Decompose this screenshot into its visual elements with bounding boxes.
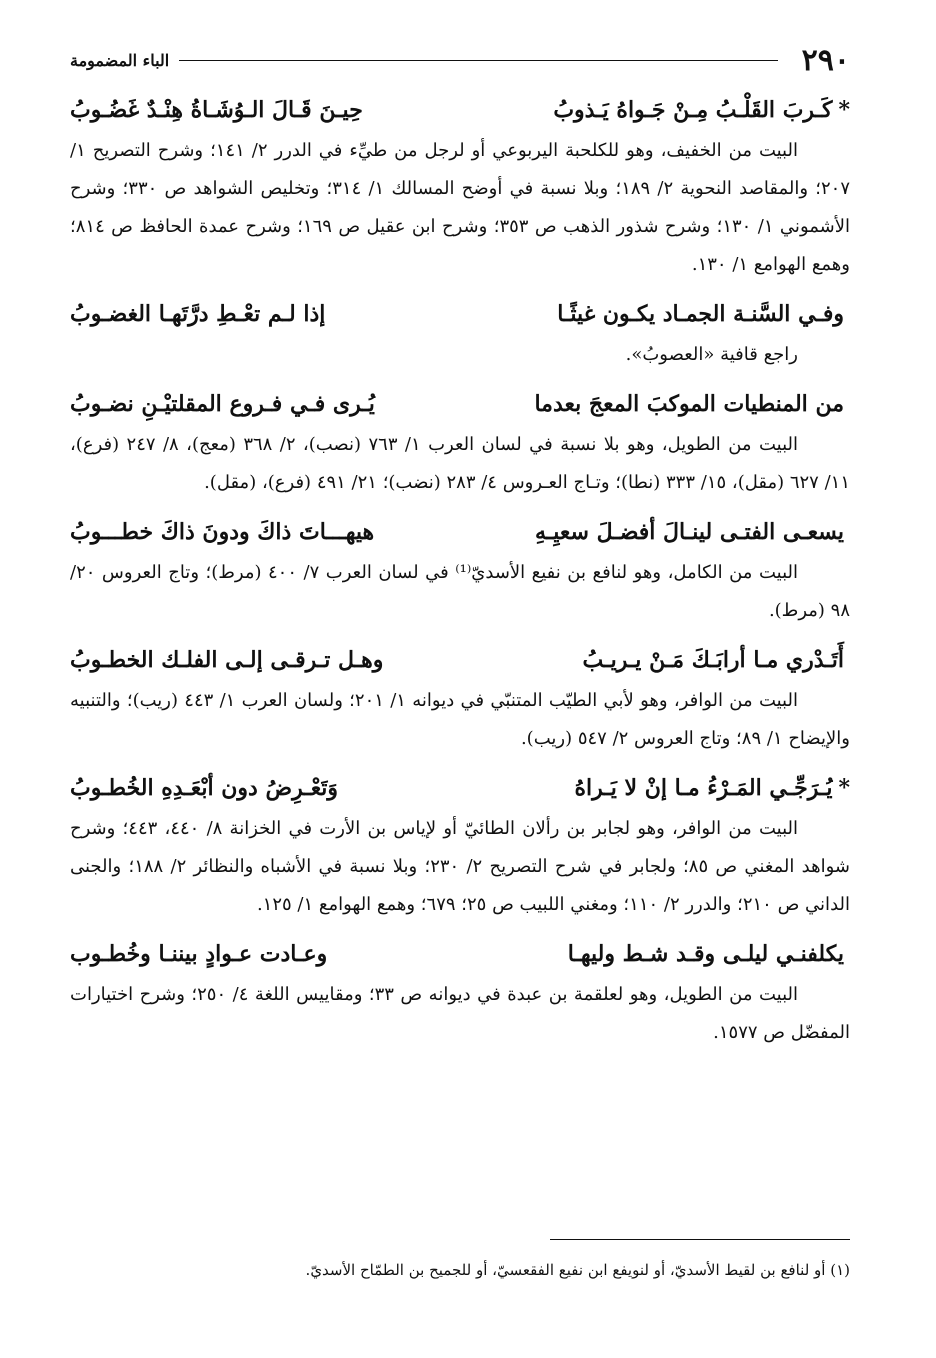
verse-line bbox=[70, 88, 850, 132]
verse-entry bbox=[70, 88, 850, 284]
page-number: ٢٩٠ bbox=[801, 42, 850, 78]
verse-commentary: البيت من الوافر، وهو لأبي الطيّب المتنبّي في ديوانه ١/ ٢٠١؛ ولسان العرب ١/ ٤٤٣ (ريب)؛ والتنبيه والإيضاح ١/ ٨٩؛ وتاج العروس ٢/ ٥٤٧ (ريب). bbox=[70, 690, 850, 749]
verse-line bbox=[70, 292, 850, 336]
verse-line bbox=[70, 932, 850, 976]
verse-second-hemistich: حِيـنَ قَـالَ الـوُشَـاةُ هِنْـدٌ غَضُـوبُ bbox=[70, 97, 363, 123]
verse-second-hemistich: يُـرى فـي فـروع المقلتيْـنِ نضـوبُ bbox=[70, 391, 375, 417]
footnote-rule bbox=[550, 1239, 850, 1240]
verse-first-hemistich: يُـرَجِّـي المَـرْءُ مـا إنْ لا يَـراهُ bbox=[574, 775, 833, 801]
verse-commentary: راجع قافية «العصوبُ». bbox=[625, 344, 798, 365]
verse-commentary: البيت من الطويل، وهو لعلقمة بن عبدة في ديوانه ص ٣٣؛ ومقاييس اللغة ٤/ ٢٥٠؛ وشرح اختيارات المفضّل ص ١٥٧٧. bbox=[70, 984, 850, 1043]
verse-line bbox=[70, 766, 850, 810]
verse-second-hemistich: وَتَعْـرِضُ دون أبْعَـدِهِ الخُطـوبُ bbox=[70, 775, 339, 801]
running-title: الباء المضمومة bbox=[70, 50, 170, 70]
verse-line bbox=[70, 382, 850, 426]
page-header bbox=[70, 40, 850, 80]
verse-second-hemistich: هيهـــاتَ ذاكَ ودونَ ذاكَ خطـــوبُ bbox=[70, 519, 375, 545]
verse-first-hemistich: أَتَـدْري مـا أرابَـكَ مَـنْ يـريـبُ bbox=[582, 647, 844, 673]
verse-commentary: البيت من الخفيف، وهو للكلحبة اليربوعي أو لرجل من طيِّء في الدرر ٢/ ١٤١؛ وشرح التصريح ١/ ٢٠٧؛ والمقاصد النحوية ٢/ ١٨٩؛ وبلا نسبة في أوضح المسالك ١/ ٣١٤؛ وتخليص الشواهد ص ٣٣٠؛ وشرح الأشموني ١/ ١٣٠؛ وشرح شذور الذهب ص ٣٥٣؛ وشرح ابن عقيل ص ١٦٩؛ وشرح عمدة الحافظ ص ٨١٤؛ وهمع الهوامع ١/ ١٣٠. bbox=[70, 140, 850, 275]
verse-second-hemistich: إذا لـم تعْـطِ درَّتَهـا الغضـوبُ bbox=[70, 301, 326, 327]
verse-first-hemistich: يكلفنـي ليلـى وقـد شـط وليهـا bbox=[567, 941, 844, 967]
verse-commentary: البيت من الطويل، وهو بلا نسبة في لسان العرب ١/ ٧٦٣ (نصب)، ٢/ ٣٦٨ (معج)، ٨/ ٢٤٧ (فرع)، ١١/ ٦٢٧ (مقل)، ١٥/ ٣٣٣ (نطا)؛ وتـاج العـروس ٤/ ٢٨٣ (نضب)؛ ٢١/ ٤٩١ (فرع)، (مقل). bbox=[70, 434, 850, 493]
verse-commentary: البيت من الكامل، وهو لنافع بن نفيع الأسديّ⁽¹⁾ في لسان العرب ٧/ ٤٠٠ (مرط)؛ وتاج العروس ٢٠/ ٩٨ (مرط). bbox=[70, 562, 850, 621]
verse-first-hemistich: يسعـى الفتـى لينـالَ أفضـلَ سعيِـهِ bbox=[535, 519, 844, 545]
verse-entry bbox=[70, 766, 850, 924]
verse-entry bbox=[70, 292, 850, 374]
verse-commentary: البيت من الوافر، وهو لجابر بن رألان الطائيّ أو لإياس بن الأرت في الخزانة ٨/ ٤٤٠، ٤٤٣؛ وشرح شواهد المغني ص ٨٥؛ ولجابر في شرح التصريح ٢/ ٢٣٠؛ وبلا نسبة في الأشباه والنظائر ٢/ ١٨٨؛ والجنى الداني ص ٢١٠؛ والدرر ٢/ ١١٠؛ ومغني اللبيب ص ٢٥؛ ٦٧٩؛ وهمع الهوامع ١/ ١٢٥. bbox=[70, 818, 850, 915]
footnote: (١) أو لنافع بن لقيط الأسديّ، أو لنويفع ابن نفيع الفقعسيّ، أو للجميح بن الطمّاح الأسديّ. bbox=[305, 1261, 850, 1279]
page bbox=[70, 40, 850, 1052]
verse-entry bbox=[70, 638, 850, 758]
verse-entry bbox=[70, 932, 850, 1052]
verse-first-hemistich: كَـربَ القَلْـبُ مِـنْ جَـواهُ يَـذوبُ bbox=[553, 97, 833, 123]
star-marker: * bbox=[838, 775, 850, 801]
verse-line bbox=[70, 510, 850, 554]
verse-entry bbox=[70, 510, 850, 630]
verse-second-hemistich: وعـادت عـوادٍ بيننـا وخُطـوب bbox=[70, 941, 328, 967]
verse-first-hemistich: من المنطيات الموكبَ المعجَ بعدما bbox=[534, 391, 844, 417]
verse-line bbox=[70, 638, 850, 682]
verse-entry bbox=[70, 382, 850, 502]
star-marker: * bbox=[838, 97, 850, 123]
header-rule bbox=[179, 60, 777, 61]
verse-first-hemistich: وفـي السَّنـة الجمـاد يكـون غيثًـا bbox=[557, 301, 844, 327]
verse-second-hemistich: وهـل تـرقـى إلـى الفلـك الخطـوبُ bbox=[70, 647, 384, 673]
